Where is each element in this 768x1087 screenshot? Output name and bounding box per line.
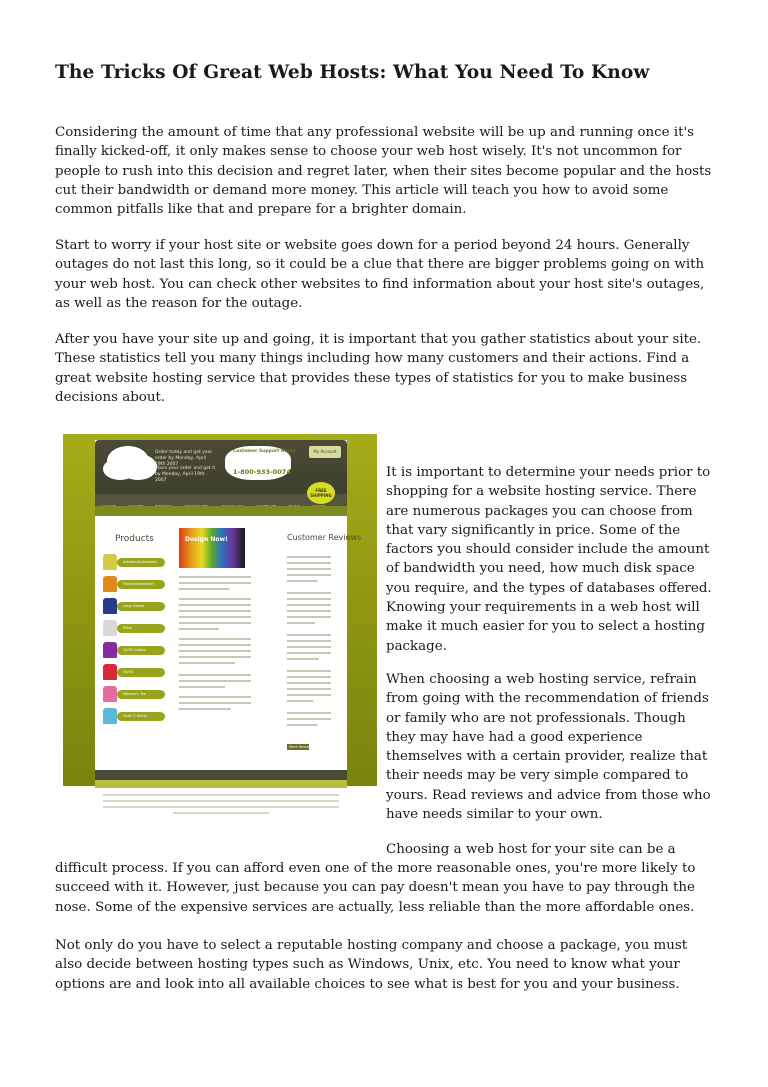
text-line [287, 610, 331, 612]
text-line [287, 580, 317, 582]
footer-text-line [103, 794, 339, 796]
text-line [287, 622, 315, 624]
shirt-icon [103, 576, 117, 592]
paragraph-recommendation: When choosing a web hosting service, refrain from going with the recommendation of friends or family who are not professionals. Though they may have had a good experience themselves with a certain provider, realize that their needs may be very simple compared to yours. Read reviews and advice from those who have needs similar to your own. [386, 672, 711, 823]
text-line [287, 598, 331, 600]
design-now-label: Design Now! [185, 536, 228, 543]
text-line [179, 680, 251, 682]
paragraph-needs: It is important to determine your needs prior to shopping for a website hosting service. There are numerous packages you can choose from that vary significantly in price. Some of the factors you should consider include the amount of bandwidth you need, how much disk space you require, and the types of databases offered. Knowing your requirements in a web host will make it much easier for you to select a hosting package. [386, 465, 712, 654]
web-template-illustration [63, 434, 377, 824]
text-line [287, 676, 331, 678]
shirt-icon [103, 686, 117, 702]
text-line [287, 652, 331, 654]
account-button: My Account [309, 446, 341, 458]
text-line [179, 708, 231, 710]
document-title: The Tricks Of Great Web Hosts: What You Need To Know [55, 62, 650, 83]
paragraph-choosing-start: Choosing a web host for your site can be a [386, 842, 676, 857]
product-item [103, 664, 173, 680]
text-line [179, 638, 251, 640]
text-line [287, 658, 319, 660]
text-line [287, 556, 331, 558]
product-label: Youth T-Shirts [117, 712, 165, 721]
text-line [287, 670, 331, 672]
product-label: 100% Cotton [117, 646, 165, 655]
text-line [287, 634, 331, 636]
product-item [103, 554, 173, 570]
text-line [179, 610, 251, 612]
product-item [103, 620, 173, 636]
shirt-icon [103, 642, 117, 658]
text-line [179, 656, 251, 658]
text-line [287, 682, 331, 684]
banner-text-2: Place your order and get it by Monday, April 19th 2007 [155, 466, 216, 483]
product-item [103, 708, 173, 724]
text-line [179, 702, 251, 704]
product-label: 50/50 [117, 668, 165, 677]
product-label: Polos [117, 624, 165, 633]
text-line [287, 592, 331, 594]
more-reviews-label: More Reviews [289, 745, 314, 749]
text-line [179, 696, 251, 698]
text-line [179, 628, 219, 630]
illustration-subbar [95, 506, 347, 516]
paragraph-statistics: After you have your site up and going, it is important that you gather statistics about your site. These statistics tell you many things including how many customers and their actions. Find a great website hosting service that provides these types of statistics for you to make business decisions about. [55, 332, 702, 405]
text-line [287, 718, 331, 720]
footer-text-line [103, 800, 339, 802]
support-hours-title: Customer Support Hours [233, 449, 296, 454]
text-line [287, 640, 331, 642]
text-line [287, 562, 331, 564]
product-label: Long Sleeve [117, 602, 165, 611]
text-line [179, 604, 251, 606]
phone-number: 1-800-933-0074 [233, 468, 291, 476]
shirt-icon [103, 620, 117, 636]
text-line [287, 724, 317, 726]
text-line [287, 574, 331, 576]
product-label: Women's Tee [117, 690, 165, 699]
paragraph-outages: Start to worry if your host site or website goes down for a period beyond 24 hours. Generally outages do not last this long, so it could be a clue that there are bigger problems going on with your web host. You can check other websites to find information about your host site's outages, as well as the reason for the outage. [55, 238, 705, 311]
text-line [287, 646, 331, 648]
text-line [179, 622, 251, 624]
product-item [103, 598, 173, 614]
text-line [179, 662, 235, 664]
product-label: Athletic/Activewear [117, 558, 165, 567]
text-line [179, 582, 251, 584]
shirt-icon [103, 598, 117, 614]
text-line [179, 650, 251, 652]
text-line [287, 700, 313, 702]
product-item [103, 686, 173, 702]
text-line [287, 604, 331, 606]
text-line [287, 568, 331, 570]
text-line [287, 694, 331, 696]
product-label: Fleece/Sweatshirt [117, 580, 165, 589]
paragraph-hosting-types: Not only do you have to select a reputable hosting company and choose a package, you must also decide between hosting types such as Windows, Unix, etc. You need to know what your options are and look into all available choices to see what is best for you and your business. [55, 938, 688, 992]
text-line [287, 616, 331, 618]
shirt-icon [103, 664, 117, 680]
reviews-title: Customer Reviews [287, 533, 362, 542]
products-title: Products [115, 534, 154, 544]
shirt-icon [103, 708, 117, 724]
text-line [287, 688, 331, 690]
footer-text-line [103, 806, 339, 808]
shirt-icon [103, 554, 117, 570]
product-item [103, 642, 173, 658]
design-now-image [179, 528, 245, 568]
text-line [179, 588, 229, 590]
text-line [179, 644, 251, 646]
footer-text-line [173, 812, 269, 814]
text-line [179, 616, 251, 618]
text-line [179, 576, 251, 578]
illustration-footer-strip [95, 780, 347, 788]
free-shipping-badge: FREE SHIPPING [307, 482, 335, 504]
text-line [179, 674, 251, 676]
product-item [103, 576, 173, 592]
text-line [287, 712, 331, 714]
cloud-shape [107, 446, 149, 476]
text-line [179, 686, 225, 688]
text-line [179, 598, 251, 600]
paragraph-intro: Considering the amount of time that any professional website will be up and running once it's finally kicked-off, it only makes sense to choose your web host wisely. It's not uncommon for people to rush into this decision and regret later, when their sites become popular and the hosts cut their bandwidth or demand more money. This article will teach you how to avoid some common pitfalls like that and prepare for a brighter domain. [55, 125, 712, 218]
banner-text: Order today and get your order by Monday, April 19th 2007 [155, 450, 213, 467]
paragraph-choosing-rest: difficult process. If you can afford even one of the more reasonable ones, you're more likely to succeed with it. However, just because you can pay doesn't mean you have to pay through the nose. Some of the expensive services are actually, less reliable than the more affordable ones. [55, 861, 696, 915]
illustration-footer [95, 770, 347, 780]
